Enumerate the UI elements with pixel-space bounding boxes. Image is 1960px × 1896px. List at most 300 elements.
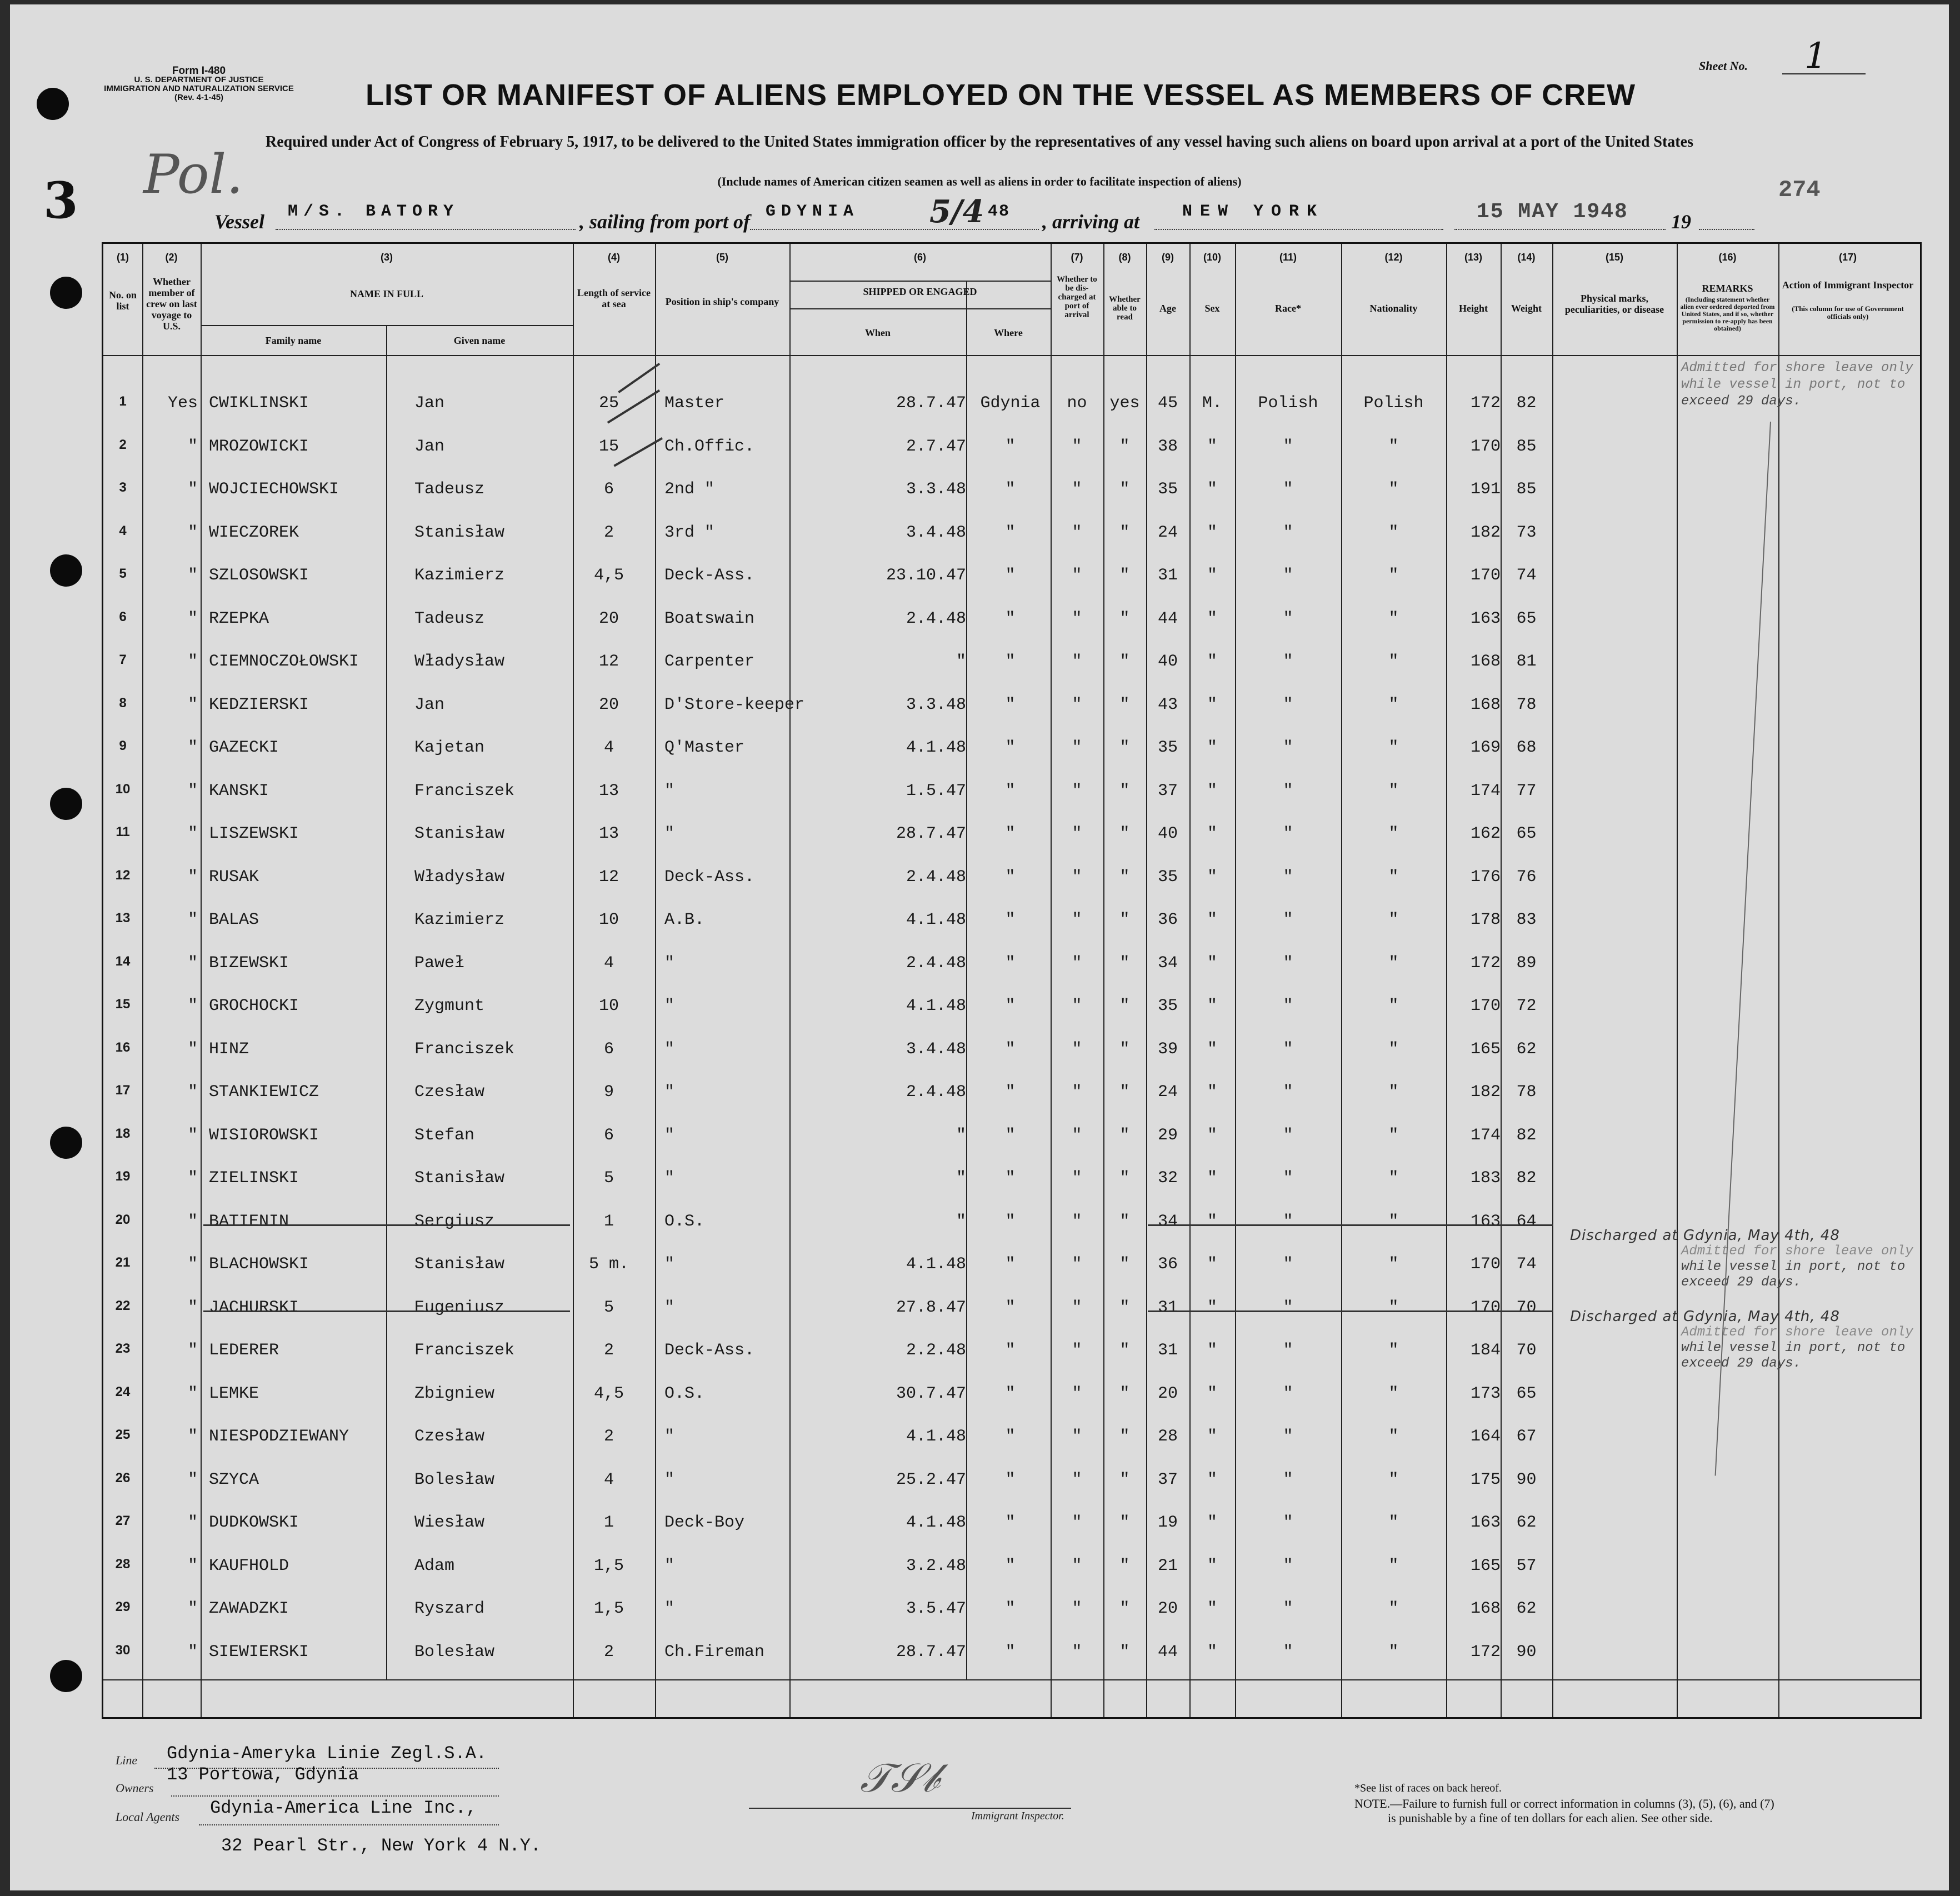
- remark-row20-line1: Admitted for shore leave only: [1681, 1244, 1913, 1259]
- cell-member: ": [187, 1039, 198, 1059]
- cell-read: ": [1119, 1470, 1130, 1489]
- cell-age: 35: [1157, 738, 1178, 757]
- cell-nat: ": [1388, 1341, 1399, 1360]
- cell-family: WISIOROWSKI: [209, 1125, 319, 1145]
- cell-member: ": [187, 437, 198, 456]
- cell-family: BIZEWSKI: [209, 953, 289, 973]
- cell-race: ": [1283, 566, 1293, 585]
- col-num-9: (9): [1162, 252, 1174, 263]
- cell-read: ": [1119, 523, 1130, 542]
- form-number: Form I-480: [172, 65, 226, 77]
- cell-when: 2.4.48: [906, 609, 966, 628]
- cell-race: ": [1283, 437, 1293, 456]
- cell-nat: ": [1388, 997, 1399, 1015]
- cell-when: ": [956, 652, 966, 671]
- col-num-16: (16): [1718, 252, 1737, 263]
- cell-h: 183: [1470, 1169, 1501, 1188]
- cell-when: 28.7.47: [896, 394, 966, 413]
- cell-given: Bolesław: [414, 1470, 495, 1489]
- cell-pos: ": [664, 1470, 675, 1489]
- table-row: [103, 1557, 1920, 1599]
- cell-pos: 2nd ": [664, 480, 715, 499]
- cell-dis: ": [1072, 1556, 1082, 1575]
- cell-n: 26: [115, 1470, 131, 1485]
- cell-read: ": [1119, 1125, 1130, 1145]
- cell-read: ": [1119, 1642, 1130, 1662]
- cell-pos: Deck-Boy: [664, 1513, 745, 1532]
- cell-h: 170: [1470, 566, 1501, 585]
- form-rev: (Rev. 4-1-45): [174, 93, 224, 102]
- cell-member: ": [187, 1125, 198, 1145]
- cell-len: 13: [598, 781, 619, 801]
- cell-nat: ": [1388, 824, 1399, 843]
- cell-n: 5: [119, 566, 127, 581]
- cell-family: KANSKI: [209, 781, 269, 801]
- cell-w: 74: [1516, 566, 1537, 585]
- cell-w: 76: [1516, 867, 1537, 887]
- cell-family: MROZOWICKI: [209, 437, 309, 456]
- cell-race: ": [1283, 1298, 1293, 1317]
- cell-len: 2: [603, 1642, 614, 1662]
- cell-given: Ryszard: [414, 1599, 485, 1618]
- cell-sex: ": [1207, 1083, 1217, 1102]
- cell-family: BLACHOWSKI: [209, 1255, 309, 1274]
- table-row: [103, 997, 1920, 1039]
- cell-where: ": [1005, 1039, 1016, 1059]
- page-title: LIST OR MANIFEST OF ALIENS EMPLOYED ON THE VESSEL AS MEMBERS OF CREW: [366, 78, 1636, 112]
- table-row: [103, 738, 1920, 781]
- cell-where: ": [1005, 609, 1016, 628]
- cell-race: ": [1283, 1513, 1293, 1532]
- cell-race: ": [1283, 997, 1293, 1015]
- cell-age: 24: [1157, 1083, 1178, 1102]
- cell-sex: ": [1207, 911, 1217, 929]
- cell-n: 13: [115, 911, 131, 926]
- cell-h: 172: [1470, 953, 1501, 973]
- cell-dis: ": [1072, 738, 1082, 757]
- table-row: [103, 609, 1920, 652]
- col-num-15: (15): [1605, 252, 1623, 263]
- cell-read: ": [1119, 953, 1130, 973]
- cell-family: CIEMNOCZOŁOWSKI: [209, 652, 359, 671]
- cell-age: 21: [1157, 1556, 1178, 1575]
- cell-n: 10: [115, 781, 131, 797]
- cell-where: ": [1005, 695, 1016, 714]
- cell-when: 4.1.48: [906, 911, 966, 929]
- cell-w: 62: [1516, 1599, 1537, 1618]
- cell-w: 85: [1516, 437, 1537, 456]
- cell-where: ": [1005, 1599, 1016, 1618]
- cell-pos: Deck-Ass.: [664, 566, 755, 585]
- cell-race: ": [1283, 1642, 1293, 1662]
- table-row: [103, 394, 1920, 436]
- cell-member: ": [187, 1642, 198, 1662]
- handwritten-pol: Pol.: [143, 143, 243, 206]
- remark-row22-line1: Admitted for shore leave only: [1681, 1325, 1913, 1340]
- cell-dis: ": [1072, 437, 1082, 456]
- cell-race: ": [1283, 695, 1293, 714]
- cell-h: 168: [1470, 695, 1501, 714]
- header-when: When: [864, 327, 891, 338]
- cell-member: ": [187, 1083, 198, 1102]
- cell-pos: ": [664, 1427, 675, 1446]
- line-address: 13 Portowa, Gdynia: [167, 1764, 359, 1785]
- cell-given: Jan: [414, 695, 445, 714]
- cell-nat: ": [1388, 480, 1399, 499]
- header-length-service: Length of service at sea: [577, 287, 651, 309]
- cell-family: GAZECKI: [209, 738, 279, 757]
- cell-pos: O.S.: [664, 1212, 705, 1231]
- cell-where: ": [1005, 1169, 1016, 1188]
- cell-member: ": [187, 1298, 198, 1317]
- cell-race: ": [1283, 1255, 1293, 1274]
- cell-family: GROCHOCKI: [209, 997, 299, 1015]
- cell-nat: ": [1388, 437, 1399, 456]
- cell-family: HINZ: [209, 1039, 249, 1059]
- cell-when: ": [956, 1125, 966, 1145]
- strikethrough-line: [1148, 1310, 1553, 1312]
- cell-family: BALAS: [209, 911, 259, 929]
- cell-race: ": [1283, 1556, 1293, 1575]
- cell-dis: ": [1072, 480, 1082, 499]
- cell-pos: ": [664, 1298, 675, 1317]
- cell-family: RUSAK: [209, 867, 259, 887]
- header-physical: Physical marks, peculiarities, or disease: [1564, 293, 1664, 315]
- cell-h: 182: [1470, 523, 1501, 542]
- cell-age: 37: [1157, 781, 1178, 801]
- cell-age: 39: [1157, 1039, 1178, 1059]
- cell-age: 36: [1157, 911, 1178, 929]
- cell-n: 18: [115, 1125, 131, 1141]
- cell-read: ": [1119, 911, 1130, 929]
- cell-when: 4.1.48: [906, 1513, 966, 1532]
- col-num-14: (14): [1517, 252, 1536, 263]
- punch-hole: [50, 554, 82, 587]
- cell-read: ": [1119, 1255, 1130, 1274]
- header-age: Age: [1159, 303, 1176, 314]
- cell-given: Stanisław: [414, 824, 505, 843]
- cell-n: 25: [115, 1427, 131, 1442]
- cell-age: 29: [1157, 1125, 1178, 1145]
- cell-family: STANKIEWICZ: [209, 1083, 319, 1102]
- cell-len: 4: [603, 953, 614, 973]
- cell-read: ": [1119, 480, 1130, 499]
- cell-pos: ": [664, 1083, 675, 1102]
- cell-h: 163: [1470, 609, 1501, 628]
- port-name: GDYNIA: [766, 202, 859, 221]
- cell-sex: M.: [1202, 394, 1222, 413]
- cell-family: DUDKOWSKI: [209, 1513, 299, 1532]
- sheet-number: [1699, 36, 1827, 77]
- header-able-read: Whether able to read: [1109, 295, 1141, 322]
- cell-where: ": [1005, 738, 1016, 757]
- cell-n: 2: [119, 437, 127, 452]
- handwritten-number: 3: [43, 171, 78, 230]
- sailing-label: , sailing from port of: [579, 211, 751, 233]
- cell-dis: ": [1072, 1169, 1082, 1188]
- cell-h: 175: [1470, 1470, 1501, 1489]
- cell-race: ": [1283, 953, 1293, 973]
- cell-dis: ": [1072, 1470, 1082, 1489]
- cell-w: 65: [1516, 1384, 1537, 1403]
- remark-row1-line1: Admitted for shore leave only: [1681, 361, 1913, 376]
- remark-row20-discharged: Discharged at Gdynia, May 4th, 48: [1570, 1227, 1840, 1244]
- header-action-sub: (This column for use of Government officials only): [1792, 304, 1904, 321]
- punch-hole: [37, 88, 69, 120]
- cell-age: 24: [1157, 523, 1178, 542]
- cell-pos: ": [664, 1599, 675, 1618]
- cell-pos: ": [664, 953, 675, 973]
- cell-n: 22: [115, 1298, 131, 1313]
- cell-read: ": [1119, 867, 1130, 887]
- cell-pos: Boatswain: [664, 609, 755, 628]
- cell-dis: ": [1072, 523, 1082, 542]
- cell-given: Stanisław: [414, 1255, 505, 1274]
- cell-when: 3.4.48: [906, 1039, 966, 1059]
- cell-where: ": [1005, 1384, 1016, 1403]
- cell-n: 6: [119, 609, 127, 624]
- cell-age: 34: [1157, 953, 1178, 973]
- cell-race: ": [1283, 1341, 1293, 1360]
- remark-row22-line2: while vessel in port, not to: [1681, 1340, 1906, 1355]
- cell-w: 83: [1516, 911, 1537, 929]
- cell-w: 70: [1516, 1298, 1537, 1317]
- cell-when: 2.2.48: [906, 1341, 966, 1360]
- cell-where: ": [1005, 1083, 1016, 1102]
- cell-n: 4: [119, 523, 127, 538]
- cell-dis: ": [1072, 997, 1082, 1015]
- cell-len: 25: [598, 394, 619, 413]
- line-label: Line: [116, 1753, 138, 1767]
- cell-where: ": [1005, 1556, 1016, 1575]
- cell-race: ": [1283, 1599, 1293, 1618]
- header-name-in-full: NAME IN FULL: [349, 288, 423, 299]
- cell-age: 34: [1157, 1212, 1178, 1231]
- cell-w: 90: [1516, 1470, 1537, 1489]
- cell-member: ": [187, 911, 198, 929]
- cell-where: ": [1005, 1125, 1016, 1145]
- cell-where: ": [1005, 781, 1016, 801]
- cell-n: 9: [119, 738, 127, 753]
- cell-member: ": [187, 480, 198, 499]
- cell-nat: ": [1388, 1083, 1399, 1102]
- punch-hole: [50, 1127, 82, 1159]
- cell-given: Władysław: [414, 652, 505, 671]
- cell-where: Gdynia: [980, 394, 1041, 413]
- cell-sex: ": [1207, 1556, 1217, 1575]
- table-row: [103, 1040, 1920, 1082]
- cell-h: 168: [1470, 1599, 1501, 1618]
- cell-race: Polish: [1258, 394, 1318, 413]
- cell-family: LEMKE: [209, 1384, 259, 1403]
- arriving-label: , arriving at: [1042, 211, 1140, 233]
- cell-sex: ": [1207, 437, 1217, 456]
- header-action: Action of Immigrant Inspector: [1782, 279, 1914, 291]
- cell-len: 1,5: [593, 1556, 624, 1575]
- cell-pos: ": [664, 781, 675, 801]
- cell-nat: ": [1388, 1384, 1399, 1403]
- cell-family: ZIELINSKI: [209, 1169, 299, 1188]
- cell-age: 35: [1157, 480, 1178, 499]
- cell-nat: ": [1388, 1556, 1399, 1575]
- cell-dis: ": [1072, 1513, 1082, 1532]
- cell-h: 191: [1470, 480, 1501, 499]
- header-sex: Sex: [1204, 303, 1220, 314]
- cell-dis: no: [1067, 394, 1087, 413]
- table-row: [103, 1083, 1920, 1125]
- cell-family: SZYCA: [209, 1470, 259, 1489]
- cell-h: 169: [1470, 738, 1501, 757]
- cell-member: ": [187, 1212, 198, 1231]
- header-nationality: Nationality: [1369, 303, 1418, 314]
- cell-race: ": [1283, 1470, 1293, 1489]
- table-row: [103, 566, 1920, 608]
- cell-given: Franciszek: [414, 781, 515, 801]
- cell-age: 31: [1157, 1341, 1178, 1360]
- cell-w: 57: [1516, 1556, 1537, 1575]
- cell-nat: ": [1388, 911, 1399, 929]
- remark-row22-line3: exceed 29 days.: [1681, 1356, 1802, 1371]
- cell-h: 162: [1470, 824, 1501, 843]
- cell-where: ": [1005, 566, 1016, 585]
- cell-nat: ": [1388, 781, 1399, 801]
- cell-age: 35: [1157, 867, 1178, 887]
- cell-when: 3.5.47: [906, 1599, 966, 1618]
- cell-read: ": [1119, 1039, 1130, 1059]
- cell-given: Paweł: [414, 953, 465, 973]
- cell-age: 38: [1157, 437, 1178, 456]
- cell-dis: ": [1072, 1599, 1082, 1618]
- cell-member: Yes: [167, 394, 198, 413]
- cell-nat: ": [1388, 867, 1399, 887]
- table-row: [103, 1470, 1920, 1513]
- cell-when: 30.7.47: [896, 1384, 966, 1403]
- cell-len: 20: [598, 609, 619, 628]
- cell-sex: ": [1207, 867, 1217, 887]
- cell-member: ": [187, 1599, 198, 1618]
- cell-nat: ": [1388, 566, 1399, 585]
- cell-dis: ": [1072, 1427, 1082, 1446]
- cell-where: ": [1005, 1470, 1016, 1489]
- cell-len: 2: [603, 523, 614, 542]
- cell-w: 67: [1516, 1427, 1537, 1446]
- line-value: Gdynia-Ameryka Linie Zegl.S.A.: [167, 1743, 487, 1764]
- footnote-note: NOTE.—Failure to furnish full or correct information in columns (3), (5), (6), and (7): [1354, 1797, 1774, 1810]
- cell-len: 6: [603, 1125, 614, 1145]
- remark-row20-line2: while vessel in port, not to: [1681, 1259, 1906, 1274]
- cell-w: 82: [1516, 394, 1537, 413]
- cell-read: ": [1119, 1341, 1130, 1360]
- cell-nat: ": [1388, 1125, 1399, 1145]
- cell-sex: ": [1207, 1427, 1217, 1446]
- cell-member: ": [187, 1470, 198, 1489]
- cell-h: 170: [1470, 1255, 1501, 1274]
- cell-w: 74: [1516, 1255, 1537, 1274]
- cell-sex: ": [1207, 1642, 1217, 1662]
- table-row: [103, 868, 1920, 910]
- cell-pos: ": [664, 1169, 675, 1188]
- form-service: IMMIGRATION AND NATURALIZATION SERVICE: [104, 84, 294, 93]
- cell-n: 12: [115, 867, 131, 883]
- remark-row20-line3: exceed 29 days.: [1681, 1275, 1802, 1290]
- cell-w: 73: [1516, 523, 1537, 542]
- cell-given: Kajetan: [414, 738, 485, 757]
- cell-when: 27.8.47: [896, 1298, 966, 1317]
- cell-sex: ": [1207, 523, 1217, 542]
- cell-nat: ": [1388, 1298, 1399, 1317]
- cell-pos: ": [664, 997, 675, 1015]
- cell-w: 68: [1516, 738, 1537, 757]
- cell-h: 170: [1470, 1298, 1501, 1317]
- col-num-2: (2): [165, 252, 178, 263]
- vessel-name: M/S. BATORY: [288, 202, 459, 221]
- header-no-on-list: No. on list: [108, 289, 137, 312]
- cell-dis: ": [1072, 1039, 1082, 1059]
- cell-sex: ": [1207, 1470, 1217, 1489]
- agents-label: Local Agents: [116, 1810, 180, 1824]
- year-label: 19: [1671, 211, 1691, 233]
- cell-len: 4: [603, 738, 614, 757]
- cell-family: CWIKLINSKI: [209, 394, 309, 413]
- table-row: [103, 1643, 1920, 1685]
- cell-len: 4,5: [593, 566, 624, 585]
- cell-h: 163: [1470, 1212, 1501, 1231]
- cell-race: ": [1283, 867, 1293, 887]
- cell-member: ": [187, 652, 198, 671]
- cell-read: ": [1119, 1212, 1130, 1231]
- table-row: [103, 437, 1920, 479]
- cell-nat: ": [1388, 609, 1399, 628]
- col-num-4: (4): [608, 252, 620, 263]
- cell-member: ": [187, 953, 198, 973]
- manifest-sheet: [10, 4, 1949, 1890]
- cell-dis: ": [1072, 1384, 1082, 1403]
- cell-n: 11: [116, 824, 130, 839]
- cell-age: 31: [1157, 1298, 1178, 1317]
- cell-nat: ": [1388, 1255, 1399, 1274]
- cell-pos: Q'Master: [664, 738, 745, 757]
- cell-where: ": [1005, 652, 1016, 671]
- cell-w: 82: [1516, 1169, 1537, 1188]
- cell-read: ": [1119, 824, 1130, 843]
- cell-nat: ": [1388, 953, 1399, 973]
- cell-pos: Deck-Ass.: [664, 867, 755, 887]
- date-stamp: 15 MAY 1948: [1477, 200, 1628, 224]
- cell-age: 44: [1157, 609, 1178, 628]
- cell-w: 89: [1516, 953, 1537, 973]
- pencil-tick: [618, 363, 660, 393]
- cell-race: ": [1283, 781, 1293, 801]
- cell-nat: ": [1388, 1599, 1399, 1618]
- cell-race: ": [1283, 1039, 1293, 1059]
- cell-n: 23: [115, 1341, 131, 1356]
- cell-family: LISZEWSKI: [209, 824, 299, 843]
- cell-read: yes: [1109, 394, 1140, 413]
- cell-age: 45: [1157, 394, 1178, 413]
- cell-w: 85: [1516, 480, 1537, 499]
- cell-sex: ": [1207, 1341, 1217, 1360]
- cell-race: ": [1283, 1169, 1293, 1188]
- cell-age: 40: [1157, 824, 1178, 843]
- cell-when: ": [956, 1212, 966, 1231]
- cell-w: 64: [1516, 1212, 1537, 1231]
- table-row: [103, 1427, 1920, 1469]
- cell-pos: O.S.: [664, 1384, 705, 1403]
- footnote-races: *See list of races on back hereof.: [1354, 1782, 1502, 1794]
- cell-member: ": [187, 609, 198, 628]
- cell-n: 28: [115, 1556, 131, 1572]
- cell-sex: ": [1207, 695, 1217, 714]
